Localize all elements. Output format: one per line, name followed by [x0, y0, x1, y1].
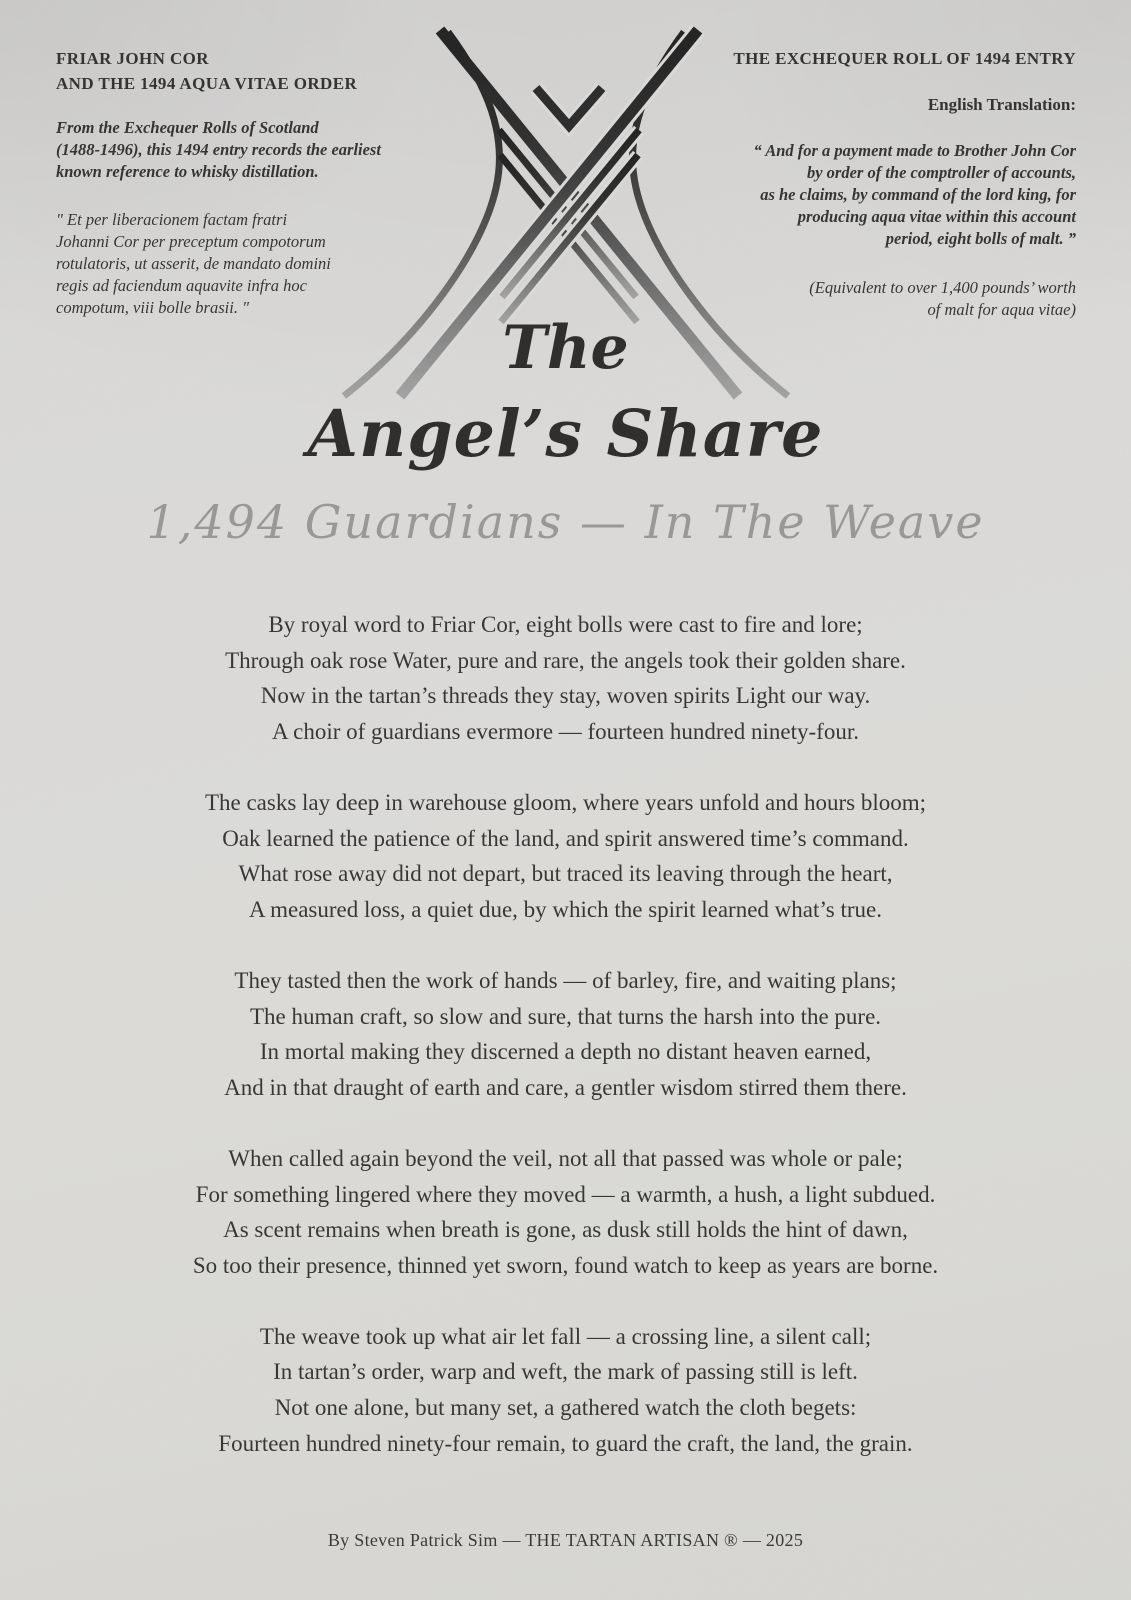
poem-line: Fourteen hundred ninety-four remain, to guard the craft, the land, the grain. — [218, 1430, 913, 1456]
quote-line: producing aqua vitae within this account — [797, 207, 1076, 226]
footer-credit: By Steven Patrick Sim — THE TARTAN ARTISAN ® — 2025 — [327, 1530, 804, 1550]
poem-line: The human craft, so slow and sure, that turns the harsh into the pure. — [249, 1003, 882, 1029]
poem-line: Oak learned the patience of the land, and spirit answered time’s command. — [222, 825, 909, 851]
intro-line: From the Exchequer Rolls of Scotland — [56, 118, 319, 137]
poem-line: A measured loss, a quiet due, by which the spirit learned what’s true. — [249, 896, 882, 922]
stanza-4 — [0, 1141, 1131, 1283]
right-column — [636, 46, 1076, 321]
latin-quote — [56, 209, 431, 319]
quote-line: as he claims, by command of the lord king, for — [760, 185, 1076, 204]
poem-line: As scent remains when breath is gone, as dusk still holds the hint of dawn, — [223, 1217, 908, 1243]
poem-line: Not one alone, but many set, a gathered watch the cloth begets: — [274, 1395, 857, 1421]
poem-line: And in that draught of earth and care, a gentler wisdom stirred them there. — [224, 1074, 907, 1100]
english-translation-label: English Translation: — [927, 95, 1076, 114]
poem-line: In tartan’s order, warp and weft, the mark of passing still is left. — [273, 1359, 858, 1385]
subtitle-guardians: 1,494 Guardians — In The Weave — [146, 495, 985, 549]
intro-line: (1488-1496), this 1494 entry records the earliest — [56, 140, 381, 159]
poem-line: Now in the tartan’s threads they stay, woven spirits Light our way. — [260, 683, 871, 709]
poem-line: Through oak rose Water, pure and rare, the angels took their golden share. — [225, 647, 906, 673]
stanza-1 — [0, 607, 1131, 749]
quote-line: period, eight bolls of malt. ” — [885, 229, 1076, 248]
stanza-3 — [0, 963, 1131, 1105]
poem-line: A choir of guardians evermore — fourteen hundred ninety-four. — [272, 718, 859, 744]
right-heading: THE EXCHEQUER ROLL OF 1494 ENTRY — [733, 49, 1076, 68]
poem-line: For something lingered where they moved — a warmth, a hush, a light subdued. — [195, 1181, 936, 1207]
poem-line: What rose away did not depart, but traced its leaving through the heart, — [238, 861, 893, 887]
latin-line: regis ad faciendum aquavite infra hoc — [56, 276, 307, 295]
title-line-angels-share: Angel’s Share — [307, 396, 824, 472]
translation-quote — [636, 140, 1076, 250]
poem-line: The casks lay deep in warehouse gloom, where years unfold and hours bloom; — [204, 789, 927, 815]
poem-line: So too their presence, thinned yet sworn, found watch to keep as years are borne. — [192, 1252, 939, 1278]
poem — [0, 607, 1131, 1497]
poem-line: By royal word to Friar Cor, eight bolls were cast to fire and lore; — [268, 612, 863, 637]
quote-line: by order of the comptroller of accounts, — [806, 163, 1076, 182]
poem-line: They tasted then the work of hands — of barley, fire, and waiting plans; — [234, 967, 897, 993]
left-heading — [56, 46, 431, 96]
note-line: of malt for aqua vitae) — [927, 300, 1076, 319]
latin-line: compotum, viii bolle brasii. " — [56, 298, 249, 317]
left-heading-line-1: FRIAR JOHN COR — [56, 49, 209, 68]
poem-line: In mortal making they discerned a depth no distant heaven earned, — [259, 1039, 872, 1065]
intro-line: known reference to whisky distillation. — [56, 162, 319, 181]
left-intro-paragraph — [56, 117, 431, 183]
latin-line: Johanni Cor per preceptum compotorum — [56, 232, 326, 251]
title-line-the: The — [502, 313, 629, 383]
note-line: (Equivalent to over 1,400 pounds’ worth — [809, 278, 1076, 297]
chevron-icon — [536, 88, 602, 126]
latin-line: rotulatoris, ut asserit, de mandato domini — [56, 254, 331, 273]
stanza-5 — [0, 1319, 1131, 1461]
stanza-2 — [0, 785, 1131, 927]
latin-line: " Et per liberacionem factam fratri — [56, 210, 288, 229]
left-heading-line-2: AND THE 1494 AQUA VITAE ORDER — [56, 74, 358, 93]
poem-line: When called again beyond the veil, not all that passed was whole or pale; — [228, 1145, 903, 1171]
poem-line: The weave took up what air let fall — a crossing line, a silent call; — [259, 1323, 872, 1349]
left-column — [56, 46, 431, 319]
quote-line: “ And for a payment made to Brother John Cor — [753, 141, 1076, 160]
